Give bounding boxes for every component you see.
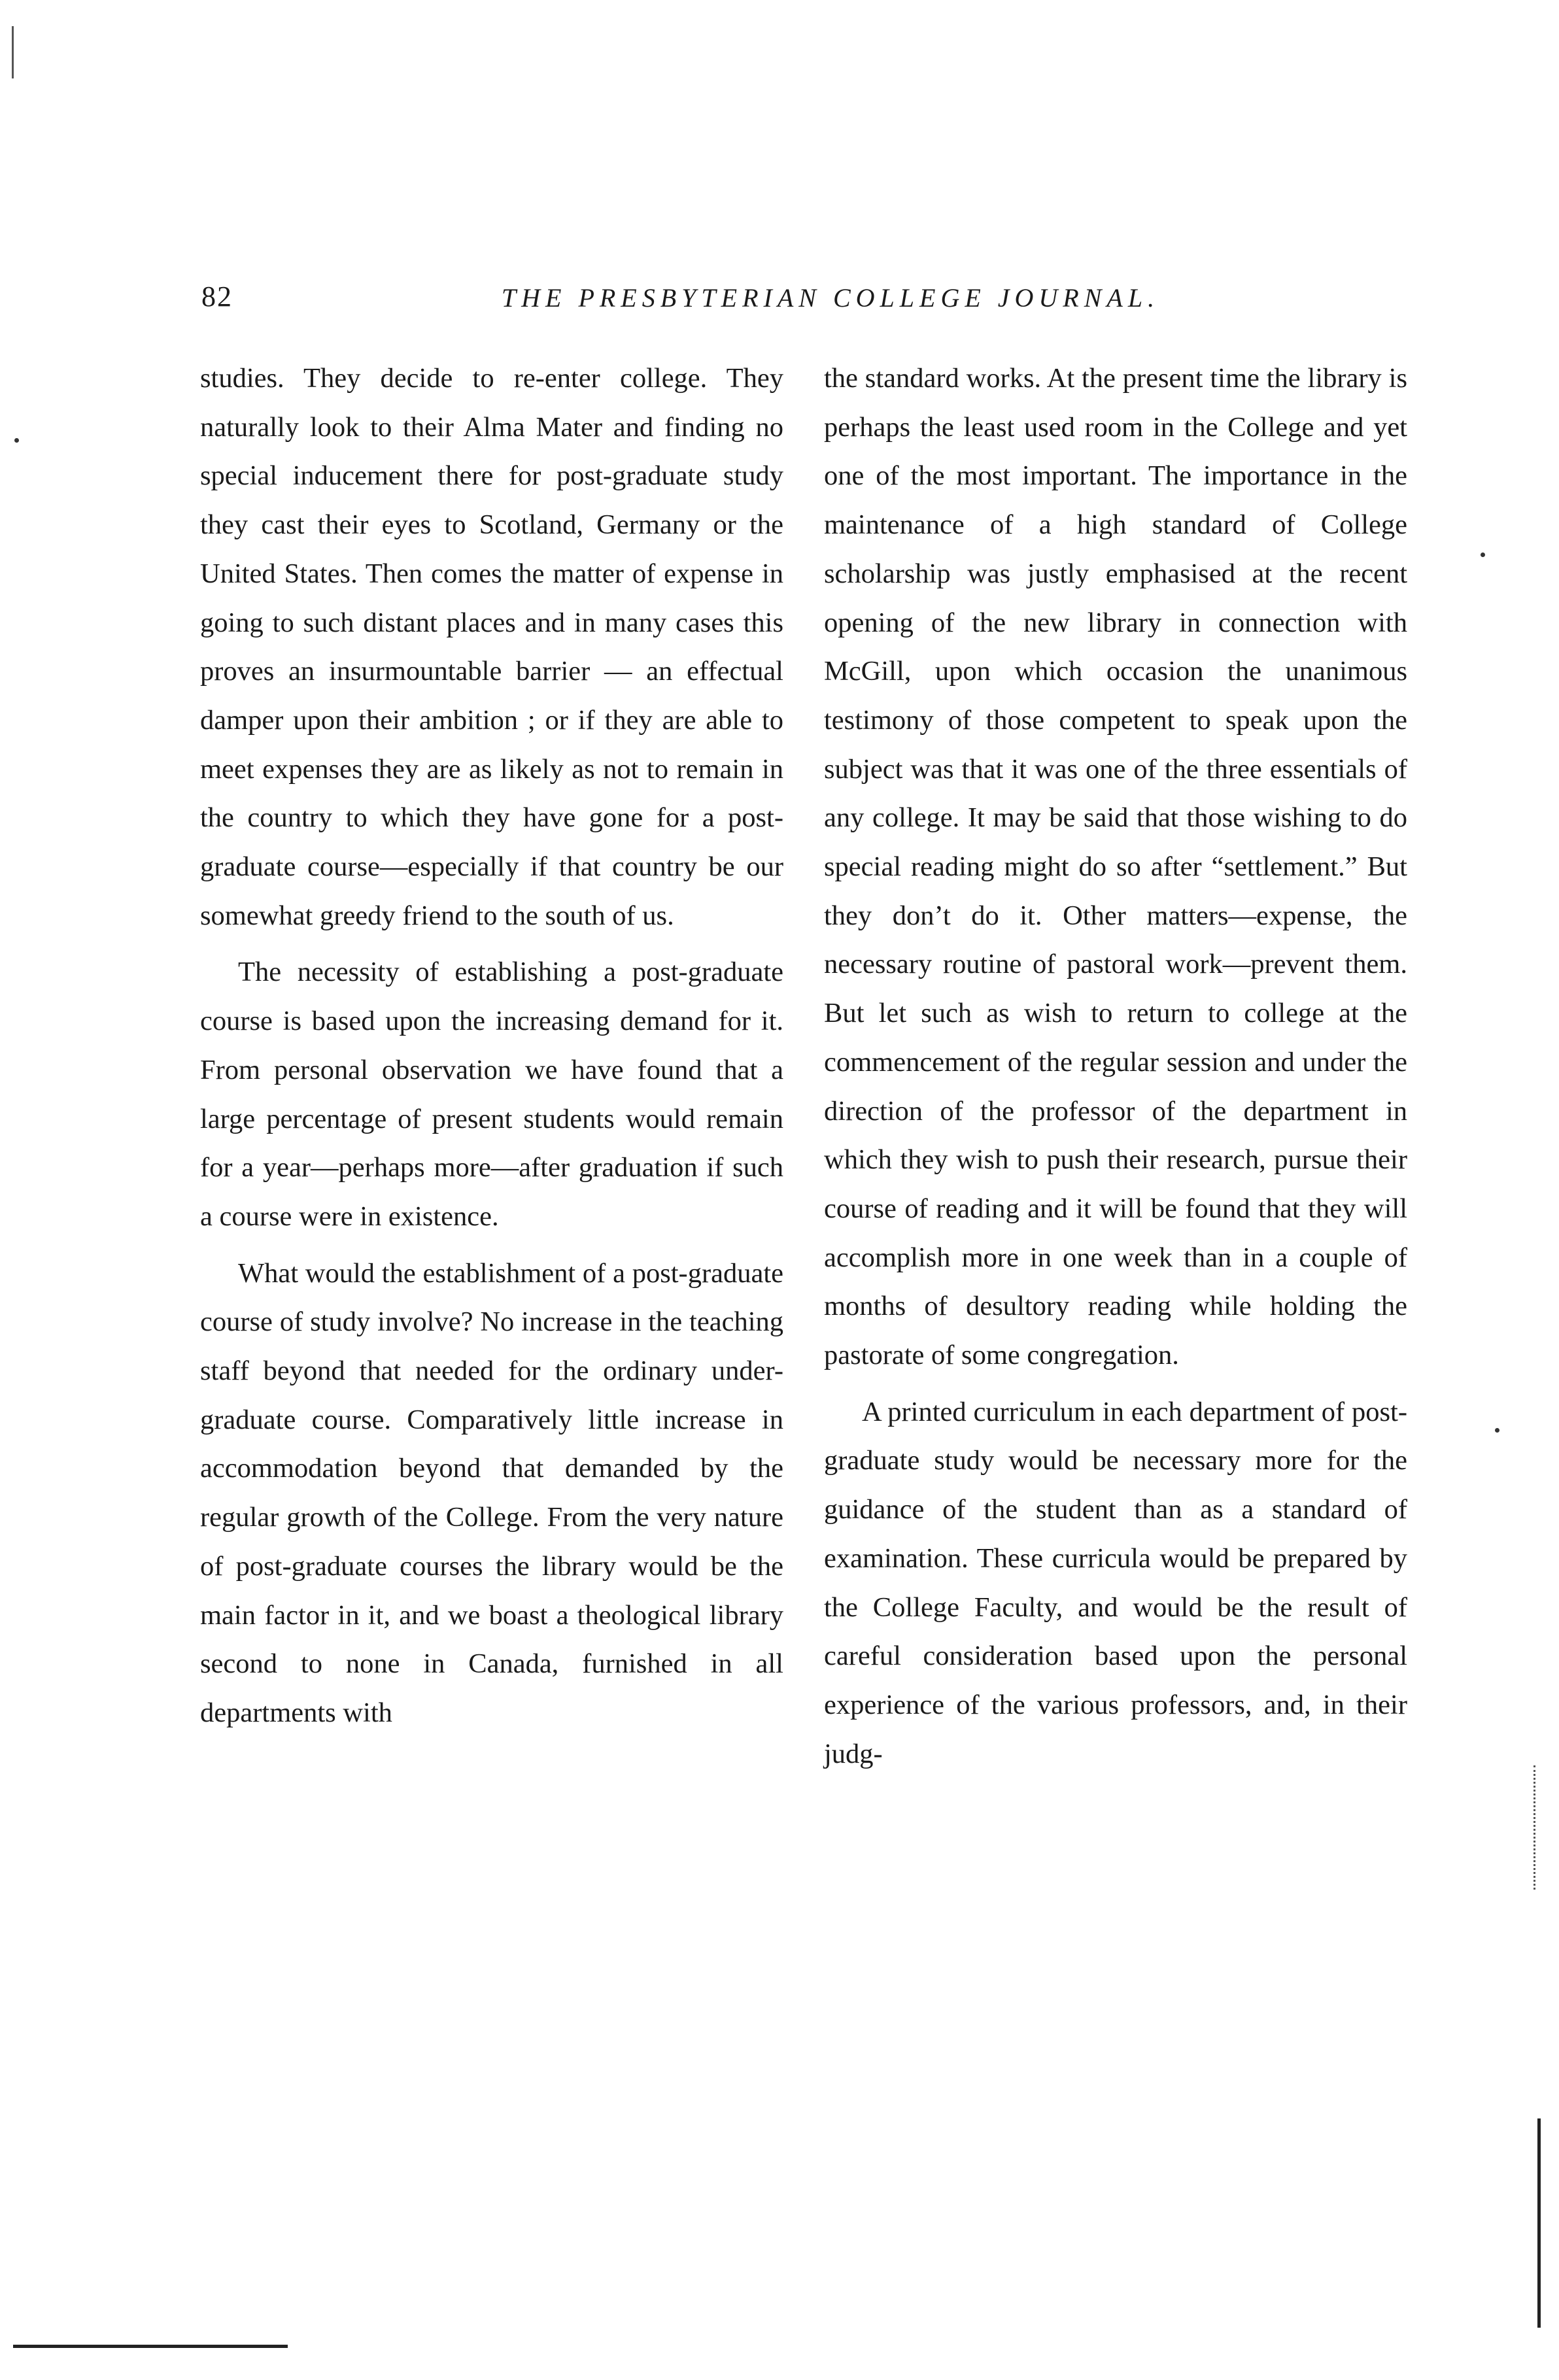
page-header	[196, 280, 1413, 319]
scan-bottom-rule	[13, 2345, 288, 2348]
page-number: 82	[201, 280, 233, 313]
right-paragraph-1: the standard works. At the present time the library is perhaps the least used room in the College and yet one of the most important. The importance in the maintenance of a high standard of College scholarship was justly emphasised at the recent opening of the new library in connection with McGill, upon which occasion the unanimous testimony of those competent to speak upon the subject was that it was one of the three essentials of any college. It may be said that those wishing to do special reading might do so after “settlement.” But they don’t do it. Other matters—expense, the necessary routine of pastoral work—prevent them. But let such as wish to return to college at the commencement of the regular session and under the direction of the professor of the department in which they wish to push their research, pursue their course of reading and it will be found that they will accomplish more in one week than in a couple of months of desultory reading while holding the pastorate of some congregation.	[824, 363, 1407, 1371]
left-paragraph-1: studies. They decide to re-enter college. They naturally look to their Alma Mater and finding no special inducement there for post-graduate study they cast their eyes to Scotland, Germany or the United States. Then comes the matter of expense in going to such distant places and in many cases this proves an insurmountable barrier — an effectual damper upon their ambition ; or if they are able to meet expenses they are as likely as not to remain in the country to which they have gone for a post-graduate course—especially if that country be our somewhat greedy friend to the south of us.	[200, 363, 783, 931]
right-column	[824, 354, 1407, 1778]
left-paragraph-3: What would the establishment of a post-graduate course of study involve? No increase in the teaching staff beyond that needed for the ordinary under-graduate course. Comparatively little increase in accommodation beyond that demanded by the regular growth of the College. From the very nature of post-graduate courses the library would be the main factor in it, and we boast a theological library second to none in Canada, furnished in all departments with	[200, 1257, 783, 1728]
left-column	[200, 354, 783, 1738]
scan-margin-mark	[12, 26, 14, 78]
right-paragraph-2: A printed curriculum in each department of post-graduate study would be necessary more for the guidance of the student than as a standard of examination. These curricula would be prepared by the College Faculty, and would be the result of careful consideration based upon the personal experience of the various professors, and, in their judg-	[824, 1396, 1407, 1769]
scan-speck	[14, 438, 19, 443]
scan-speck	[1495, 1428, 1499, 1433]
running-title: THE PRESBYTERIAN COLLEGE JOURNAL.	[501, 283, 1160, 313]
left-paragraph-2: The necessity of establishing a post-graduate course is based upon the increasing demand for it. From personal observation we have found that a large percentage of present students would remain for a year—perhaps more—after graduation if such a course were in existence.	[200, 957, 783, 1232]
scan-edge-ink	[1537, 2118, 1541, 2328]
scan-speck	[1481, 552, 1485, 557]
scan-edge-dots	[1533, 1765, 1537, 1890]
